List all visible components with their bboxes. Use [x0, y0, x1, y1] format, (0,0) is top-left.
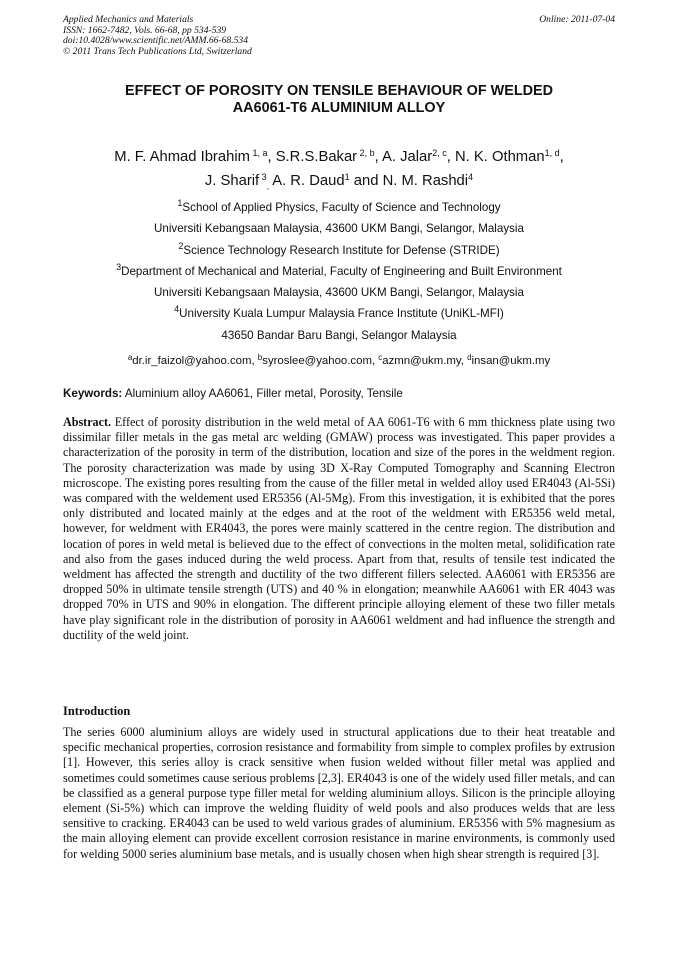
title-line-1: EFFECT OF POROSITY ON TENSILE BEHAVIOUR OF WELDED	[124, 83, 553, 99]
abstract-paragraph	[63, 415, 615, 643]
author-name: N. K. Othman	[454, 149, 545, 165]
author-affil-mark: 1	[344, 172, 350, 182]
title-line-2: AA6061-T6 ALUMINIUM ALLOY	[232, 100, 446, 116]
author-name: S.R.S.Bakar	[275, 149, 358, 165]
affiliation-line	[63, 282, 615, 303]
email-mark: c	[378, 353, 383, 362]
author-name: A. Jalar	[382, 149, 433, 165]
author-name: A. R. Daud	[272, 173, 345, 189]
affiliation-line	[63, 197, 615, 218]
affil-text: Universiti Kebangsaan Malaysia, 43600 UKM Bangi, Selangor, Malaysia	[154, 222, 524, 236]
affil-text: Science Technology Research Institute for Defense (STRIDE)	[183, 243, 500, 257]
issn-line: ISSN: 1662-7482, Vols. 66-68, pp 534-539	[63, 24, 227, 36]
introduction-paragraph: The series 6000 aluminium alloys are widely used in structural applications due to their heat treatable and specific mechanical properties, corrosion resistance and formability from simple to complex profiles by extrusion [1]. However, this series alloy is crack sensitive when fusion welded without filler metal was applied and sometimes could sometimes cause serious problems [2,3]. ER4043 is one of the widely used filler metals, and can be classified as a general purpose type filler metal for welding aluminium alloys. Silicon is the principle alloying element (Si-5%) which can improve the welding fluidity of weld pools and also produces welds that are less sensitive to cracking. ER4043 can be used to weld various grades of aluminium. ER5356 with 5% magnesium as the main alloying element can provide excellent corrosion resistance in marine environments, is commonly used for welding 5000 series aluminium base metals, and is usually chosen when high shear strength is required [3].	[63, 725, 615, 861]
author-name: N. M. Rashdi	[382, 173, 469, 189]
affiliation-line	[63, 325, 615, 346]
journal-header	[63, 15, 615, 57]
email-address: syroslee@yahoo.com,	[262, 355, 379, 367]
email-mark: a	[127, 353, 133, 362]
email-address: azmn@ukm.my,	[382, 355, 468, 367]
email-mark: b	[257, 353, 263, 362]
keywords-line	[63, 387, 615, 400]
email-list	[63, 355, 615, 367]
affiliation-line	[63, 261, 615, 282]
email-address: dr.ir_faizol@yahoo.com,	[132, 355, 258, 367]
section-heading-introduction: Introduction	[63, 704, 131, 718]
journal-name: Applied Mechanics and Materials	[63, 14, 194, 25]
affiliation-line	[63, 218, 615, 239]
affil-text: 43650 Bandar Baru Bangi, Selangor Malaysia	[221, 328, 457, 342]
author-affil-mark: 1, d	[544, 148, 560, 158]
author-list	[63, 145, 615, 199]
abstract-label: Abstract.	[63, 415, 112, 429]
keywords-label: Keywords:	[63, 387, 123, 400]
affil-number: 2	[178, 240, 184, 251]
author-affil-mark: 3	[259, 172, 267, 182]
online-date: Online: 2011-07-04	[539, 14, 615, 25]
affil-text: Department of Mechanical and Material, Faculty of Engineering and Built Environment	[121, 264, 562, 278]
author-line-1: M. F. Ahmad Ibrahim $^{1, a}$, S.R.S.Bakar $^{2, b}$, A. Jalar$^{2, c}$, N. K. Othman$^{1, d}$,	[114, 148, 564, 165]
paper-title	[63, 83, 615, 117]
affil-number: 1	[177, 198, 183, 208]
affil-text: University Kuala Lumpur Malaysia France Institute (UniKL-MFI)	[179, 307, 504, 321]
affil-number: 4	[174, 304, 180, 315]
author-affil-mark: 2, b	[357, 148, 375, 158]
author-affil-mark: 4	[468, 172, 474, 182]
affil-text: Universiti Kebangsaan Malaysia, 43600 UKM Bangi, Selangor, Malaysia	[154, 286, 524, 300]
affil-text: School of Applied Physics, Faculty of Science and Technology	[182, 201, 501, 214]
keywords-text: Aluminium alloy AA6061, Filler metal, Porosity, Tensile	[122, 387, 403, 400]
author-name: M. F. Ahmad Ibrahim	[114, 149, 250, 165]
affil-number: 3	[116, 261, 122, 272]
author-name: J. Sharif	[204, 173, 260, 189]
author-affil-mark: 1, a	[249, 148, 268, 158]
doi-line: doi:10.4028/www.scientific.net/AMM.66-68.534	[63, 35, 249, 47]
affiliation-line	[63, 303, 615, 324]
copyright-line: © 2011 Trans Tech Publications Ltd, Switzerland	[63, 45, 252, 57]
affiliation-list	[63, 197, 615, 346]
author-affil-mark: 2, c	[432, 148, 447, 158]
and-word: and	[353, 173, 379, 189]
author-line-2: J. Sharif $^3_,$ A. R. Daud$^1$ and N. M. Rashdi$^4$	[204, 172, 474, 191]
email-mark: d	[467, 353, 472, 362]
affiliation-line	[63, 240, 615, 261]
abstract-text: Effect of porosity distribution in the weld metal of AA 6061-T6 with 6 mm thickness plate using two dissimilar filler metals in the gas metal arc welding (GMAW) process was investigated. This paper provides a characterization of the porosity in term of the distribution, location and size of the pores in the weldment region. The porosity characterization was made by using 3D X-Ray Computed Tomography and Scanning Electron microscope. The existing pores resulting from the cause of the filler metal in welded alloy used ER4043 (Al-5Si) was compared with the weldement used ER5356 (Al-5Mg). From this investigation, it is exhibited that the pores only distributed and located mainly at the edges and at the root of the weldment with ER5356 weld metal, however, for weldment with ER4043, the pores were mainly scattered in the centre region. The distribution and location of pores in weld metal is believed due to the effect of convections in the molten metal, solidification rate and also from the gases induced during the weld process. Apart from that, results of tensile test indicated the weldment has affected the strength and ductility of the two different fillers selected. AA6061 with ER5356 are dropped 50% in ultimate tensile strength (UTS) and 40 % in elongation; meanwhile AA6061 with ER 4043 was dropped 70% in UTS and 90% in elongation. The different principle alloying element of these two filler metals have play significant role in the distribution of porosity in AA6061 weldment and had influence the strength and ductility of the weld joint.	[63, 415, 615, 642]
email-address: insan@ukm.my	[471, 355, 551, 367]
